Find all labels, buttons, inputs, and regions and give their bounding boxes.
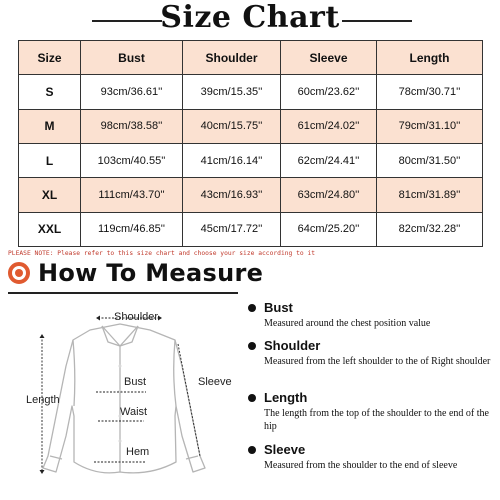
header-length: Length [377, 41, 483, 75]
instruction-length [248, 390, 493, 433]
sleeve-value: 64cm/25.20'' [281, 212, 377, 246]
shoulder-value: 40cm/15.75'' [183, 109, 281, 143]
table-row [19, 212, 483, 246]
shoulder-value: 39cm/15.35'' [183, 75, 281, 109]
sleeve-value: 61cm/24.02'' [281, 109, 377, 143]
table-row [19, 75, 483, 109]
instruction-title: Bust [264, 300, 293, 315]
diagram-label-bust: Bust [124, 376, 147, 388]
heading-underline [8, 292, 238, 294]
title-rule-right [342, 20, 412, 22]
diagram-label-length: Length [26, 394, 60, 406]
shoulder-value: 45cm/17.72'' [183, 212, 281, 246]
size-label: M [19, 109, 81, 143]
how-to-measure-heading [8, 257, 263, 289]
header-shoulder: Shoulder [183, 41, 281, 75]
instruction-title: Sleeve [264, 442, 306, 457]
size-label: S [19, 75, 81, 109]
length-value: 78cm/30.71'' [377, 75, 483, 109]
diagram-label-shoulder: Shoulder [114, 311, 159, 323]
diagram-label-waist: Waist [120, 406, 148, 418]
header-sleeve: Sleeve [281, 41, 377, 75]
length-value: 79cm/31.10'' [377, 109, 483, 143]
bust-value: 119cm/46.85'' [81, 212, 183, 246]
sleeve-value: 63cm/24.80'' [281, 178, 377, 212]
table-header-row [19, 41, 483, 75]
instruction-text: Measured from the left shoulder to the of Right shoulder [264, 356, 491, 367]
table-row [19, 109, 483, 143]
length-value: 80cm/31.50'' [377, 143, 483, 177]
page-title: Size Chart [160, 0, 340, 35]
size-label: L [19, 143, 81, 177]
size-table [18, 40, 483, 247]
sleeve-value: 62cm/24.41'' [281, 143, 377, 177]
header-size: Size [19, 41, 81, 75]
diagram-label-hem: Hem [126, 446, 150, 458]
length-value: 82cm/32.28'' [377, 212, 483, 246]
bust-value: 103cm/40.55'' [81, 143, 183, 177]
instruction-text: Measured from the shoulder to the end of sleeve [264, 460, 458, 471]
target-dot-icon [8, 262, 30, 284]
bullet-icon [248, 304, 256, 312]
diagram-label-sleeve: Sleeve [198, 376, 232, 388]
instruction-text: The length from the top of the shoulder to the end of the hip [264, 408, 489, 432]
shoulder-value: 43cm/16.93'' [183, 178, 281, 212]
header-bust: Bust [81, 41, 183, 75]
bullet-icon [248, 446, 256, 454]
sleeve-value: 60cm/23.62'' [281, 75, 377, 109]
instruction-sleeve [248, 442, 493, 472]
shoulder-value: 41cm/16.14'' [183, 143, 281, 177]
instruction-title: Length [264, 390, 308, 405]
bust-value: 98cm/38.58'' [81, 109, 183, 143]
bust-value: 111cm/43.70'' [81, 178, 183, 212]
table-row [19, 178, 483, 212]
table-row [19, 143, 483, 177]
size-label: XL [19, 178, 81, 212]
length-value: 81cm/31.89'' [377, 178, 483, 212]
shirt-diagram [10, 296, 250, 496]
size-chart-header [0, 0, 500, 40]
instruction-shoulder [248, 338, 493, 368]
instruction-title: Shoulder [264, 338, 321, 353]
size-note: PLEASE NOTE: Please refer to this size chart and choose your size according to it [8, 250, 316, 257]
instruction-bust [248, 300, 493, 330]
how-to-measure-title: How To Measure [38, 259, 264, 287]
bullet-icon [248, 342, 256, 350]
instruction-text: Measured around the chest position value [264, 318, 431, 329]
bust-value: 93cm/36.61'' [81, 75, 183, 109]
size-label: XXL [19, 212, 81, 246]
bullet-icon [248, 394, 256, 402]
